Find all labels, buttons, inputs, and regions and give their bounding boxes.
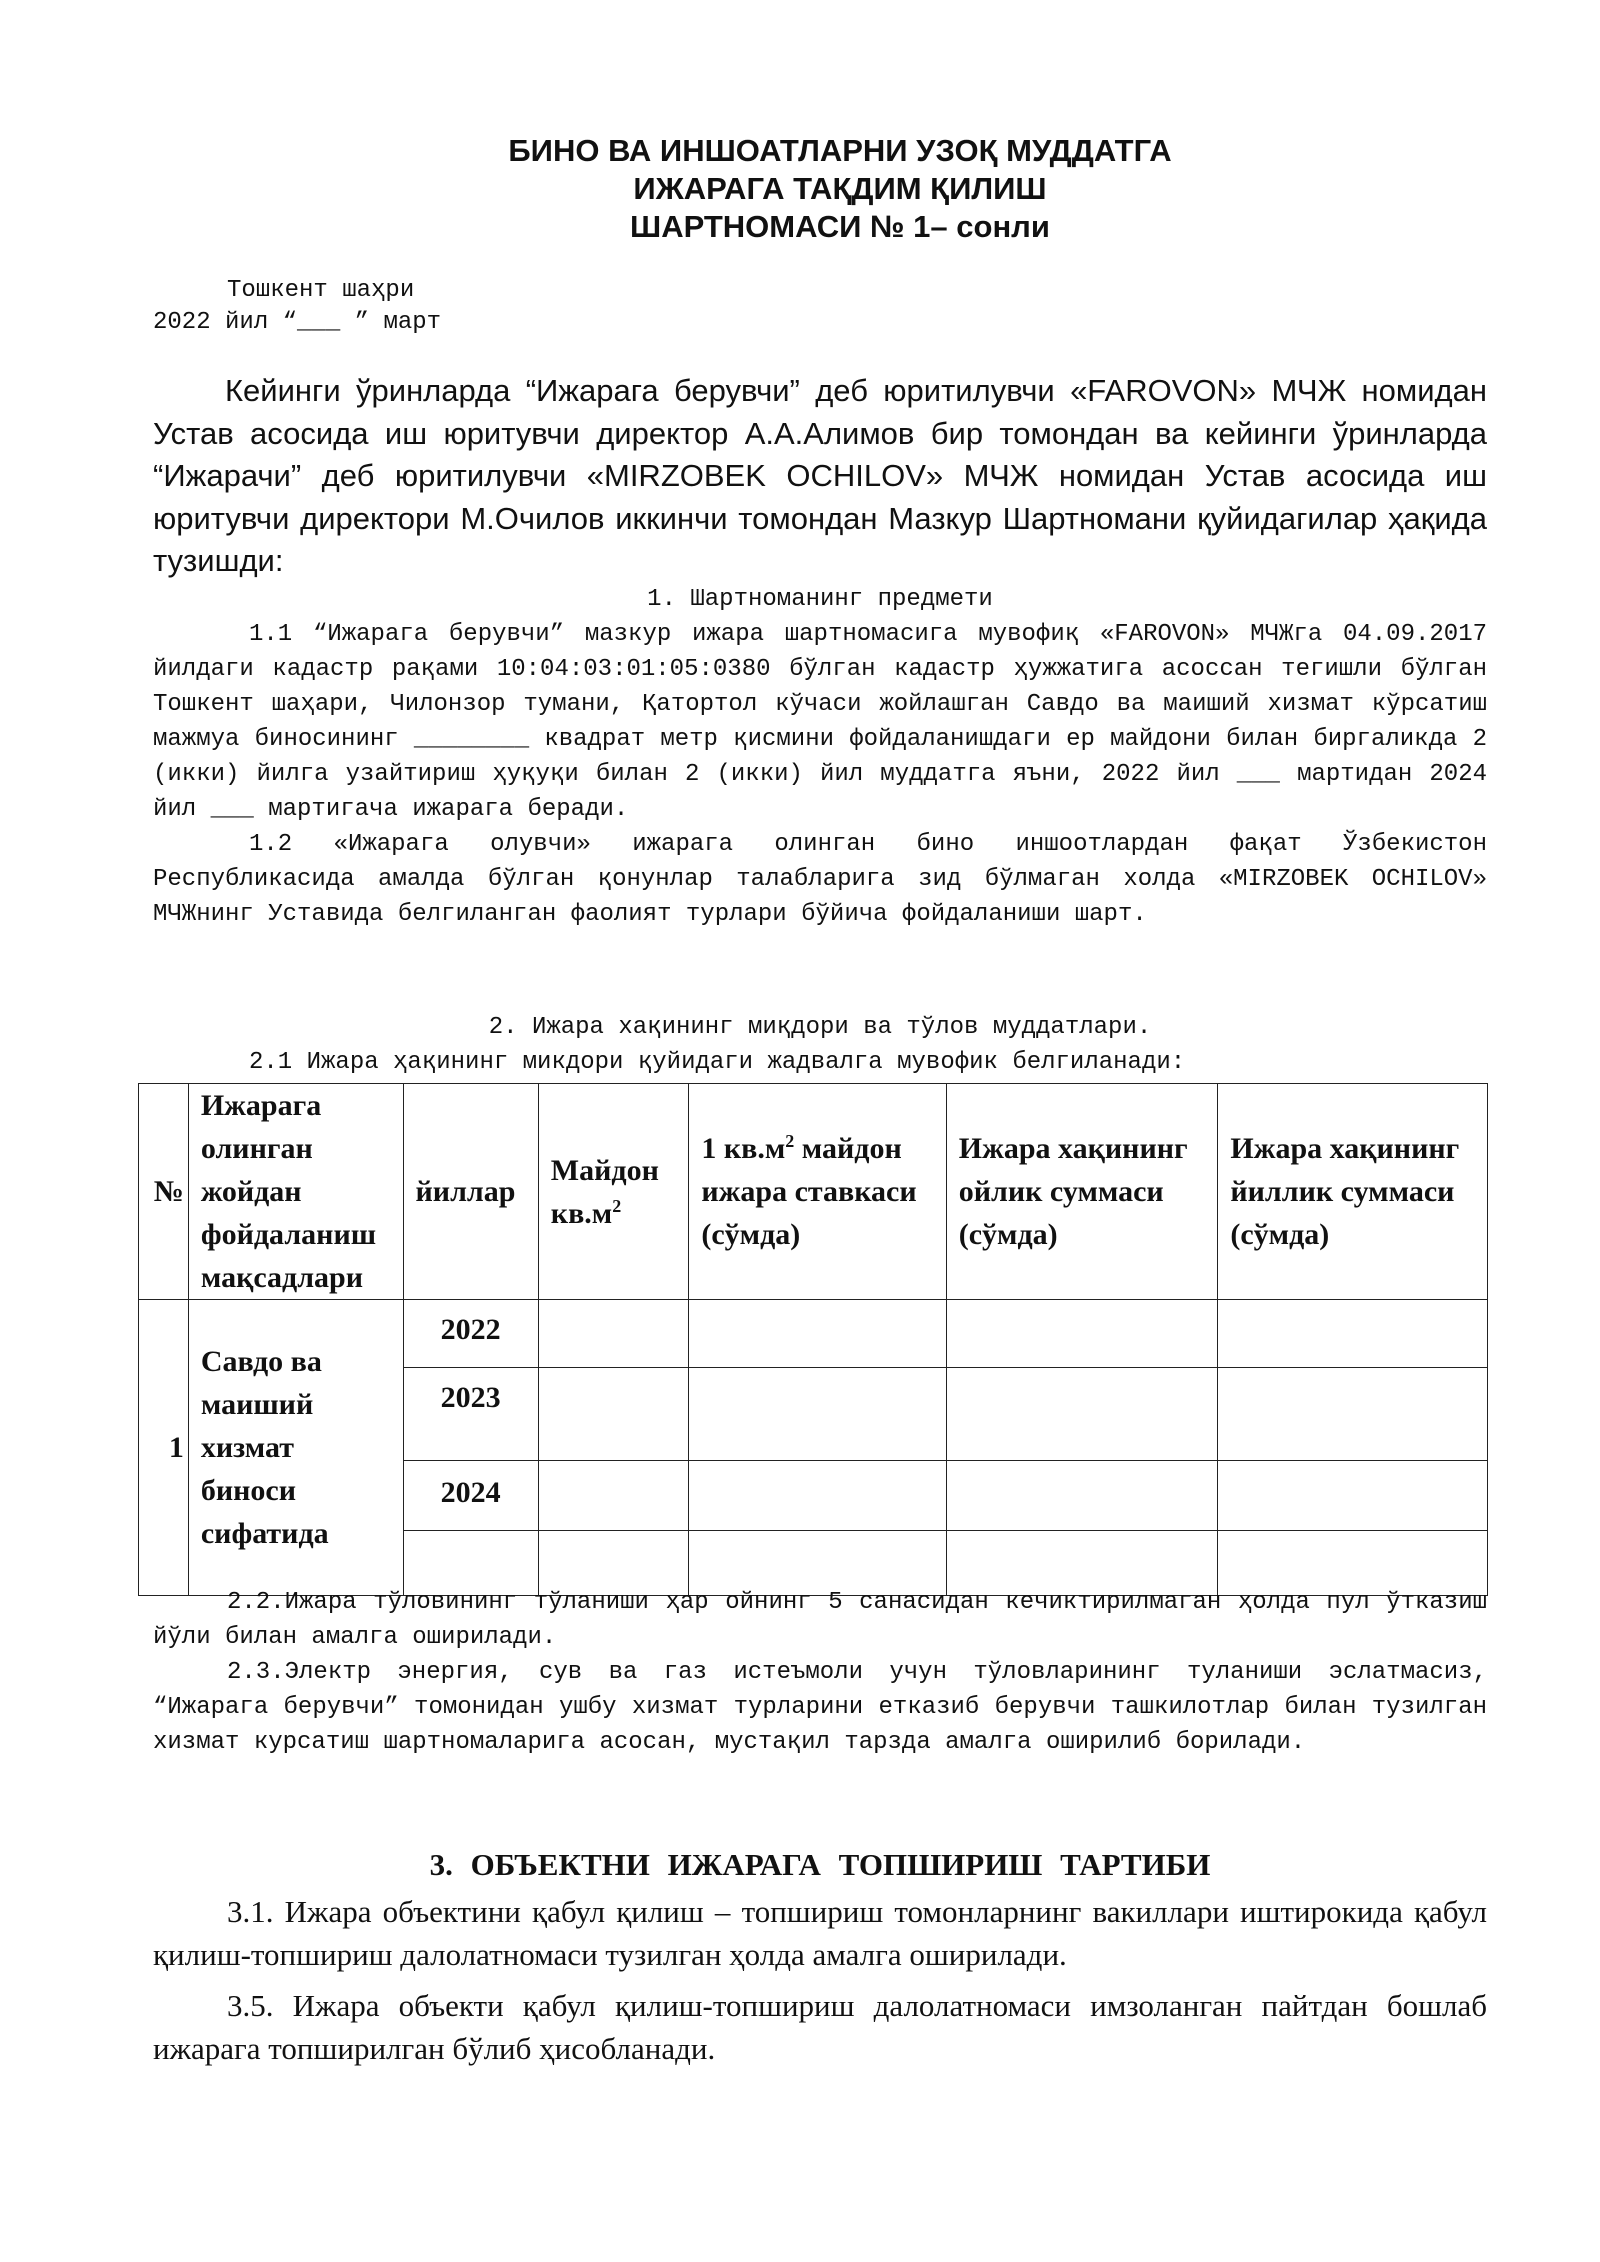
empty-cell <box>538 1300 689 1368</box>
table-row <box>139 1300 1488 1368</box>
header-area <box>538 1084 689 1300</box>
header-area-sup: 2 <box>612 1195 622 1216</box>
header-rate-sup: 2 <box>785 1131 795 1151</box>
empty-cell <box>689 1368 946 1461</box>
header-monthly-sum: Ижара хақининг ойлик суммаси (сўмда) <box>946 1084 1218 1300</box>
empty-cell <box>689 1300 946 1368</box>
section-3 <box>153 1843 1487 2078</box>
section-2-heading: 2. Ижара хақининг миқдори ва тўлов муддатлари. <box>488 1014 1152 1041</box>
year-cell: 2024 <box>403 1461 538 1531</box>
empty-cell <box>1218 1368 1488 1461</box>
intro-paragraph <box>153 370 1487 583</box>
title-line-2: ИЖАРАГА ТАҚДИМ ҚИЛИШ <box>633 171 1047 206</box>
empty-cell <box>946 1368 1218 1461</box>
row-number: 1 <box>139 1300 189 1596</box>
header-annual-sum: Ижара хақининг йиллик суммаси (сўмда) <box>1218 1084 1488 1300</box>
empty-cell <box>689 1461 946 1531</box>
clause-2-2: 2.2.Ижара тўловининг тўланиши ҳар ойнинг 5 санасидан кечиктирилмаган ҳолда пул ўтказиш йўли билан амалга оширилади. <box>153 1589 1487 1651</box>
section-2-header <box>153 1010 1487 1080</box>
contract-date: 2022 йил “___ ” март <box>153 309 442 336</box>
empty-cell <box>538 1368 689 1461</box>
empty-cell <box>538 1461 689 1531</box>
header-rate <box>689 1084 946 1300</box>
empty-cell <box>946 1461 1218 1531</box>
clause-3-5: 3.5. Ижара объекти қабул қилиш-топшириш далолатномаси имзоланган пайтдан бошлаб ижарага топширилган бўлиб ҳисобланади. <box>153 1988 1487 2066</box>
title-line-3: ШАРТНОМАСИ № 1– сонли <box>630 209 1050 244</box>
clause-2-3: 2.3.Электр энергия, сув ва газ истеъмоли учун тўловларининг туланиши эслатмасиз, “Ижарага берувчи” томонидан ушбу хизмат турларини етказиб берувчи ташкилотлар билан тузилган хизмат курсатиш шартномаларига асосан, мустақил тарзда амалга оширилиб борилади. <box>153 1659 1487 1756</box>
empty-cell <box>1218 1461 1488 1531</box>
intro-text: Кейинги ўринларда “Ижарага берувчи” деб юритилувчи «FAROVON» МЧЖ номидан Устав асосида иш юритувчи директор А.А.Алимов бир томондан ва кейинги ўринларда “Ижарачи” деб юритилувчи «MIRZOBEK OCHILOV» МЧЖ номидан Устав асосида иш юритувчи директори М.Очилов иккинчи томондан Мазкур Шартномани қуйидагилар ҳақида тузишди: <box>153 373 1487 578</box>
empty-cell <box>946 1300 1218 1368</box>
section-2-clauses <box>153 1585 1487 1760</box>
rent-table <box>138 1083 1488 1596</box>
section-1 <box>153 582 1487 932</box>
header-area-text: Майдон кв.м <box>550 1153 659 1230</box>
year-cell: 2022 <box>403 1300 538 1368</box>
empty-cell <box>1218 1300 1488 1368</box>
title-line-1: БИНО ВА ИНШОАТЛАРНИ УЗОҚ МУДДАТГА <box>508 133 1172 168</box>
header-purpose: Ижарага олинган жойдан фойдаланиш мақсадлари <box>188 1084 403 1300</box>
place-and-date <box>153 275 441 339</box>
clause-3-1: 3.1. Ижара объектини қабул қилиш – топшириш томонларнинг вакиллари иштирокида қабул қилиш-топшириш далолатномаси тузилган ҳолда амалга оширилади. <box>153 1894 1487 1972</box>
clause-1-2: 1.2 «Ижарага олувчи» ижарага олинган бино иншоотлардан фақат Ўзбекистон Республикасида амалда бўлган қонунлар талабларига зид бўлмаган холда «MIRZOBEK OCHILOV» МЧЖнинг Уставида белгиланган фаолият турлари бўйича фойдаланиши шарт. <box>153 831 1487 928</box>
clause-1-1: 1.1 “Ижарага берувчи” мазкур ижара шартномасига мувофиқ «FAROVON» МЧЖга 04.09.2017 йилдаги кадастр рақами 10:04:03:01:05:0380 бўлган кадастр ҳужжатига асоссан тегишли бўлган Тошкент шаҳари, Чилонзор тумани, Қатортол кўчаси жойлашган Савдо ва маиший хизмат кўрсатиш мажмуа биносининг ________ квадрат метр қисмини фойдаланишдаги ер майдони билан биргаликда 2 (икки) йилга узайтириш ҳуқуқи билан 2 (икки) йил муддатга яъни, 2022 йил ___ мартидан 2024 йил ___ мартигача ижарага беради. <box>153 621 1487 823</box>
header-number: № <box>139 1084 189 1300</box>
header-rate-b: майдон ижара ставкаси (сўмда) <box>701 1132 917 1251</box>
header-years: йиллар <box>403 1084 538 1300</box>
header-rate-a: 1 кв.м <box>701 1132 786 1165</box>
row-purpose: Савдо ва маиший хизмат биноси сифатида <box>188 1300 403 1596</box>
table-header-row <box>139 1084 1488 1300</box>
section-1-heading: 1. Шартноманинг предмети <box>647 586 993 613</box>
document-title <box>0 132 1600 246</box>
city: Тошкент шаҳри <box>227 277 415 304</box>
year-cell: 2023 <box>403 1368 538 1461</box>
section-3-heading: 3. ОБЪЕКТНИ ИЖАРАГА ТОПШИРИШ ТАРТИБИ <box>429 1847 1211 1882</box>
clause-2-1: 2.1 Ижара ҳақининг микдори қуйидаги жадвалга мувофик белгиланади: <box>249 1049 1186 1076</box>
